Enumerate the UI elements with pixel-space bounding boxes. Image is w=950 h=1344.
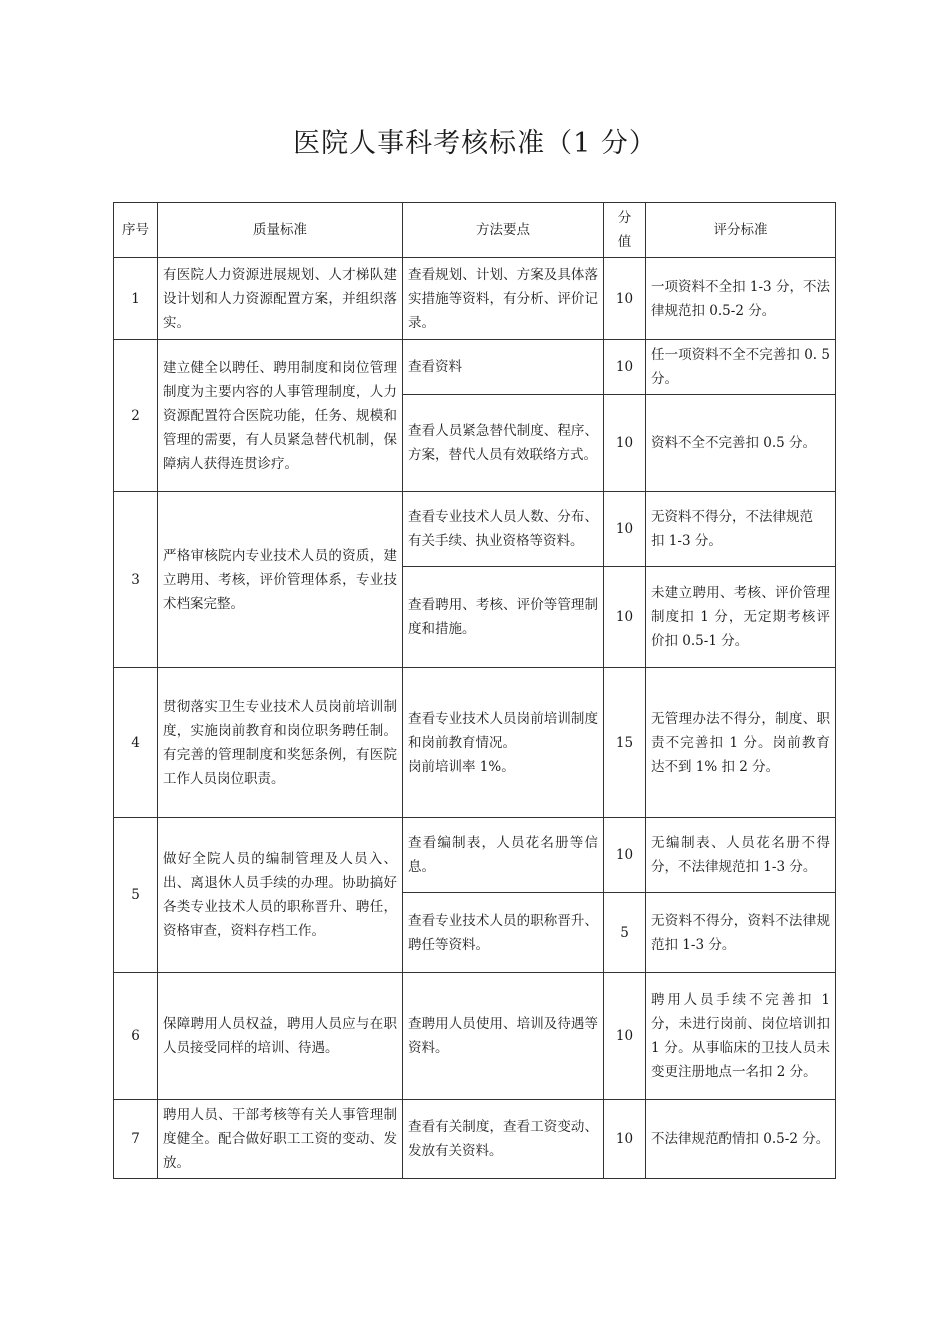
method-point: 查看专业技术人员人数、分布、有关手续、执业资格等资料。	[403, 492, 604, 567]
score-value: 10	[604, 818, 646, 893]
assessment-table	[113, 202, 836, 1179]
scoring-rule: 不法律规范酌情扣 0.5-2 分。	[646, 1100, 836, 1179]
scoring-rule: 资料不全不完善扣 0.5 分。	[646, 395, 836, 492]
method-point: 查聘用人员使用、培训及待遇等资料。	[403, 973, 604, 1100]
quality-standard: 建立健全以聘任、聘用制度和岗位管理制度为主要内容的人事管理制度，人力资源配置符合医院功能，任务、规模和管理的需要，有人员紧急替代机制，保障病人获得连贯诊疗。	[158, 340, 403, 492]
table-row	[114, 1100, 836, 1179]
row-number: 4	[114, 668, 158, 818]
quality-standard: 有医院人力资源进展规划、人才梯队建设计划和人力资源配置方案，并组织落实。	[158, 258, 403, 340]
score-value: 10	[604, 258, 646, 340]
row-number: 2	[114, 340, 158, 492]
row-number: 5	[114, 818, 158, 973]
score-value: 10	[604, 567, 646, 668]
quality-standard: 保障聘用人员权益，聘用人员应与在职人员接受同样的培训、待遇。	[158, 973, 403, 1100]
quality-standard: 严格审核院内专业技术人员的资质，建立聘用、考核，评价管理体系，专业技术档案完整。	[158, 492, 403, 668]
scoring-rule: 无编制表、人员花名册不得分，不法律规范扣 1-3 分。	[646, 818, 836, 893]
score-value: 10	[604, 340, 646, 395]
quality-standard: 贯彻落实卫生专业技术人员岗前培训制度，实施岗前教育和岗位职务聘任制。有完善的管理制度和奖惩条例，有医院工作人员岗位职责。	[158, 668, 403, 818]
score-value: 5	[604, 893, 646, 973]
row-number: 1	[114, 258, 158, 340]
method-point: 查看资料	[403, 340, 604, 395]
scoring-rule: 无资料不得分，不法律规范 扣 1-3 分。	[646, 492, 836, 567]
row-number: 6	[114, 973, 158, 1100]
table-row	[114, 668, 836, 818]
scoring-rule: 无资料不得分，资料不法律规范扣 1-3 分。	[646, 893, 836, 973]
method-point: 查看聘用、考核、评价等管理制度和措施。	[403, 567, 604, 668]
scoring-rule: 聘用人员手续不完善扣 1 分，未进行岗前、岗位培训扣 1 分。从事临床的卫技人员未变更注册地点一名扣 2 分。	[646, 973, 836, 1100]
score-value: 15	[604, 668, 646, 818]
table-row	[114, 340, 836, 395]
method-point: 查看规划、计划、方案及具体落实措施等资料，有分析、评价记录。	[403, 258, 604, 340]
header-score: 分 值	[604, 203, 646, 258]
header-rule: 评分标准	[646, 203, 836, 258]
header-row	[114, 203, 836, 258]
score-value: 10	[604, 973, 646, 1100]
score-value: 10	[604, 1100, 646, 1179]
table-row	[114, 973, 836, 1100]
quality-standard: 做好全院人员的编制管理及人员入、出、离退休人员手续的办理。协助搞好各类专业技术人员的职称晋升、聘任，资格审查，资料存档工作。	[158, 818, 403, 973]
scoring-rule: 无管理办法不得分，制度、职责不完善扣 1 分。岗前教育达不到 1% 扣 2 分。	[646, 668, 836, 818]
quality-standard: 聘用人员、干部考核等有关人事管理制度健全。配合做好职工工资的变动、发放。	[158, 1100, 403, 1179]
method-point: 查看编制表，人员花名册等信息。	[403, 818, 604, 893]
header-standard: 质量标准	[158, 203, 403, 258]
method-point: 查看专业技术人员的职称晋升、聘任等资料。	[403, 893, 604, 973]
scoring-rule: 任一项资料不全不完善扣 0. 5 分。	[646, 340, 836, 395]
row-number: 7	[114, 1100, 158, 1179]
score-value: 10	[604, 492, 646, 567]
table-row	[114, 258, 836, 340]
method-point: 查看专业技术人员岗前培训制度和岗前教育情况。 岗前培训率 1%。	[403, 668, 604, 818]
page-title: 医院人事科考核标准（1 分）	[293, 128, 657, 159]
score-value: 10	[604, 395, 646, 492]
table-row	[114, 492, 836, 567]
scoring-rule: 一项资料不全扣 1-3 分，不法律规范扣 0.5-2 分。	[646, 258, 836, 340]
header-method: 方法要点	[403, 203, 604, 258]
scoring-rule: 未建立聘用、考核、评价管理制度扣 1 分，无定期考核评价扣 0.5-1 分。	[646, 567, 836, 668]
method-point: 查看有关制度，查看工资变动、发放有关资料。	[403, 1100, 604, 1179]
header-num: 序号	[114, 203, 158, 258]
row-number: 3	[114, 492, 158, 668]
table-row	[114, 818, 836, 893]
method-point: 查看人员紧急替代制度、程序、方案，替代人员有效联络方式。	[403, 395, 604, 492]
